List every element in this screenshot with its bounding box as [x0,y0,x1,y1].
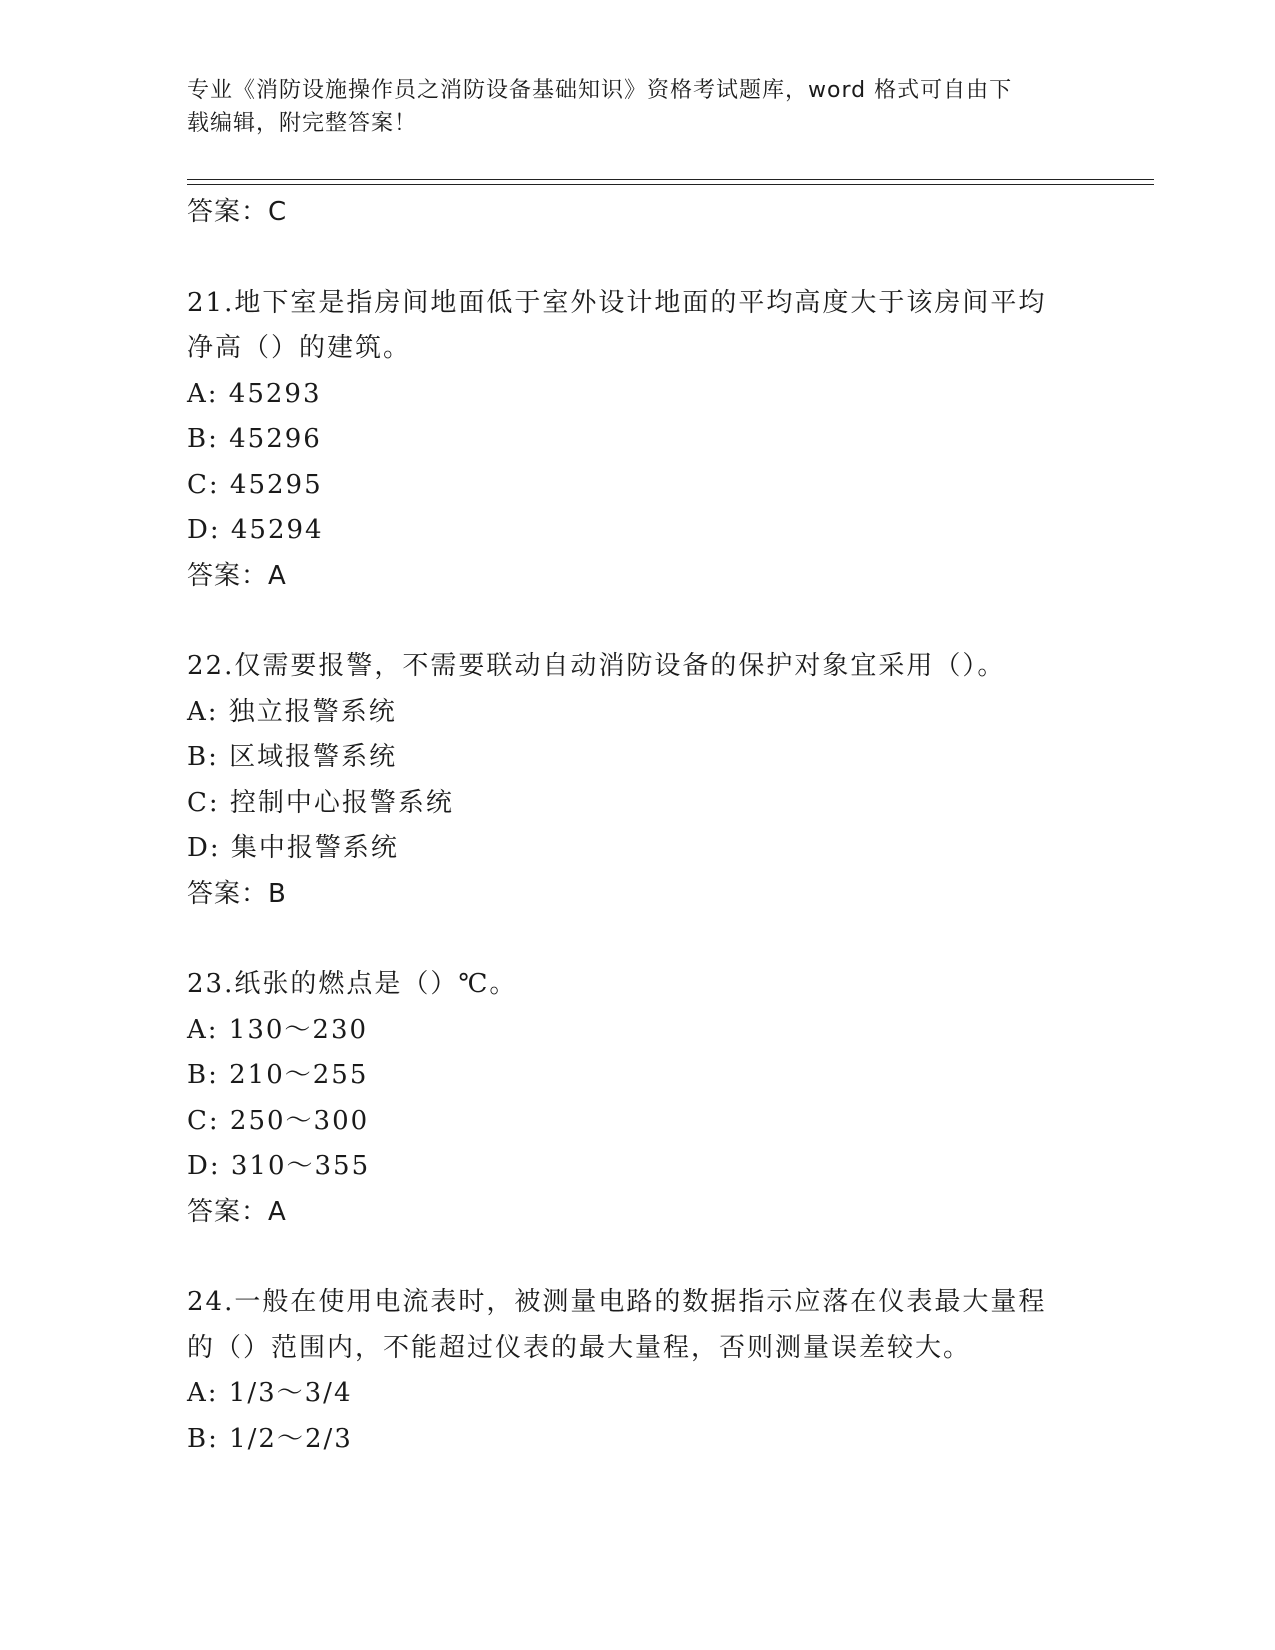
question-stem: 23.纸张的燃点是（）℃。 [187,969,518,999]
option-a: A: 45293 [187,378,322,409]
option-c: C: 250～300 [187,1105,370,1136]
header-divider-bottom [187,184,1154,185]
header-divider-top [187,179,1154,180]
option-a: A: 130～230 [187,1014,369,1045]
option-a: A: 独立报警系统 [187,696,397,727]
answer: 答案：A [187,560,287,591]
header-line-1: 专业《消防设施操作员之消防设备基础知识》资格考试题库，word 格式可自由下 [187,78,1013,103]
option-d: D: 45294 [187,515,324,545]
option-d: D: 310～355 [187,1151,371,1181]
option-b: B: 区域报警系统 [187,742,398,772]
document-header [187,74,1067,140]
option-c: C: 45295 [187,469,323,500]
question-stem: 21.地下室是指房间地面低于室外设计地面的平均高度大于该房间平均 [187,287,1047,318]
option-a: A: 1/3～3/4 [187,1378,353,1408]
option-b: B: 1/2～2/3 [187,1423,353,1454]
previous-answer: 答案：C [187,197,288,227]
question-stem-continued: 的（）范围内，不能超过仪表的最大量程，否则测量误差较大。 [187,1332,972,1363]
question-stem: 24.一般在使用电流表时，被测量电路的数据指示应落在仪表最大量程 [187,1287,1047,1317]
option-b: B: 45296 [187,424,322,454]
question-list [187,190,1087,1462]
question-23 [187,962,1087,1235]
question-22 [187,644,1087,917]
option-d: D: 集中报警系统 [187,833,399,863]
question-21 [187,281,1087,600]
question-24 [187,1280,1087,1462]
header-line-2: 载编辑，附完整答案！ [187,111,418,136]
question-stem-continued: 净高（）的建筑。 [187,333,412,363]
option-c: C: 控制中心报警系统 [187,787,454,818]
answer: 答案：B [187,878,287,909]
answer: 答案：A [187,1196,287,1227]
question-stem: 22.仅需要报警，不需要联动自动消防设备的保护对象宜采用（）。 [187,651,1006,681]
option-b: B: 210～255 [187,1060,369,1090]
